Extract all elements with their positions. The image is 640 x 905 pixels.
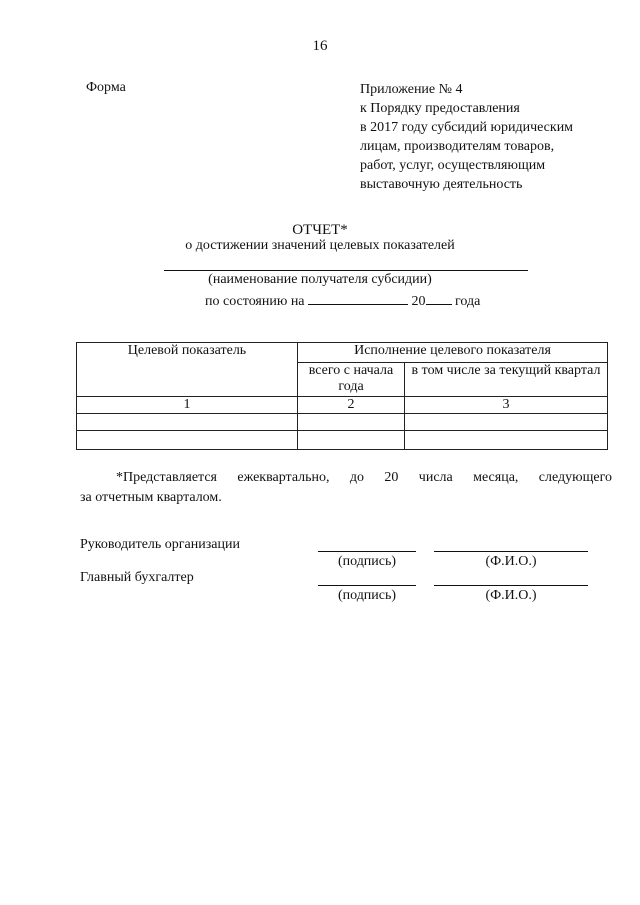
form-label: Форма bbox=[86, 80, 126, 95]
appendix-line: выставочную деятельность bbox=[360, 177, 523, 192]
appendix-line: Приложение № 4 bbox=[360, 82, 463, 97]
header-execution: Исполнение целевого показателя bbox=[298, 343, 608, 363]
year-suffix: года bbox=[455, 294, 481, 309]
header-since-start: всего с начала года bbox=[298, 363, 405, 397]
appendix-line: в 2017 году субсидий юридическим bbox=[360, 120, 574, 135]
year-blank[interactable] bbox=[426, 291, 452, 305]
footnote-line: *Представляется ежеквартально, до 20 числа месяца, следующего bbox=[116, 470, 612, 485]
page-number: 16 bbox=[312, 38, 328, 54]
head-signature-line[interactable] bbox=[318, 551, 416, 552]
recipient-name-line[interactable] bbox=[164, 270, 528, 271]
accountant-name-line[interactable] bbox=[434, 585, 588, 586]
appendix-block bbox=[360, 80, 620, 194]
head-signature-hint: (подпись) bbox=[337, 554, 397, 569]
footnote bbox=[80, 468, 612, 508]
head-name-hint: (Ф.И.О.) bbox=[485, 554, 537, 569]
header-current-quarter: в том числе за текущий квартал bbox=[405, 363, 608, 397]
recipient-name-hint: (наименование получателя субсидии) bbox=[208, 272, 432, 287]
head-name-line[interactable] bbox=[434, 551, 588, 552]
report-title: ОТЧЕТ* bbox=[292, 222, 348, 238]
accountant-signature-line[interactable] bbox=[318, 585, 416, 586]
header-indicator: Целевой показатель bbox=[77, 343, 298, 397]
table-row bbox=[77, 431, 608, 450]
appendix-line: лицам, производителям товаров, bbox=[360, 139, 555, 154]
year-prefix: 20 bbox=[411, 294, 426, 309]
table-cell[interactable] bbox=[298, 431, 405, 450]
indicators-table bbox=[76, 342, 608, 450]
column-number: 1 bbox=[77, 397, 298, 414]
table-row bbox=[77, 414, 608, 431]
as-of-date-row bbox=[205, 291, 480, 310]
appendix-line: работ, услуг, осуществляющим bbox=[360, 158, 546, 173]
column-number: 2 bbox=[298, 397, 405, 414]
footnote-line: за отчетным кварталом. bbox=[80, 490, 222, 505]
accountant-signature-hint: (подпись) bbox=[337, 588, 397, 603]
accountant-name-hint: (Ф.И.О.) bbox=[485, 588, 537, 603]
accountant-label: Главный бухгалтер bbox=[80, 570, 194, 585]
table-cell[interactable] bbox=[405, 414, 608, 431]
table-cell[interactable] bbox=[77, 431, 298, 450]
report-subtitle: о достижении значений целевых показателей bbox=[185, 238, 455, 253]
date-blank[interactable] bbox=[308, 291, 408, 305]
appendix-line: к Порядку предоставления bbox=[360, 101, 520, 116]
table-cell[interactable] bbox=[77, 414, 298, 431]
as-of-label: по состоянию на bbox=[205, 294, 305, 309]
head-label: Руководитель организации bbox=[80, 537, 240, 552]
table-cell[interactable] bbox=[405, 431, 608, 450]
column-number: 3 bbox=[405, 397, 608, 414]
table-cell[interactable] bbox=[298, 414, 405, 431]
